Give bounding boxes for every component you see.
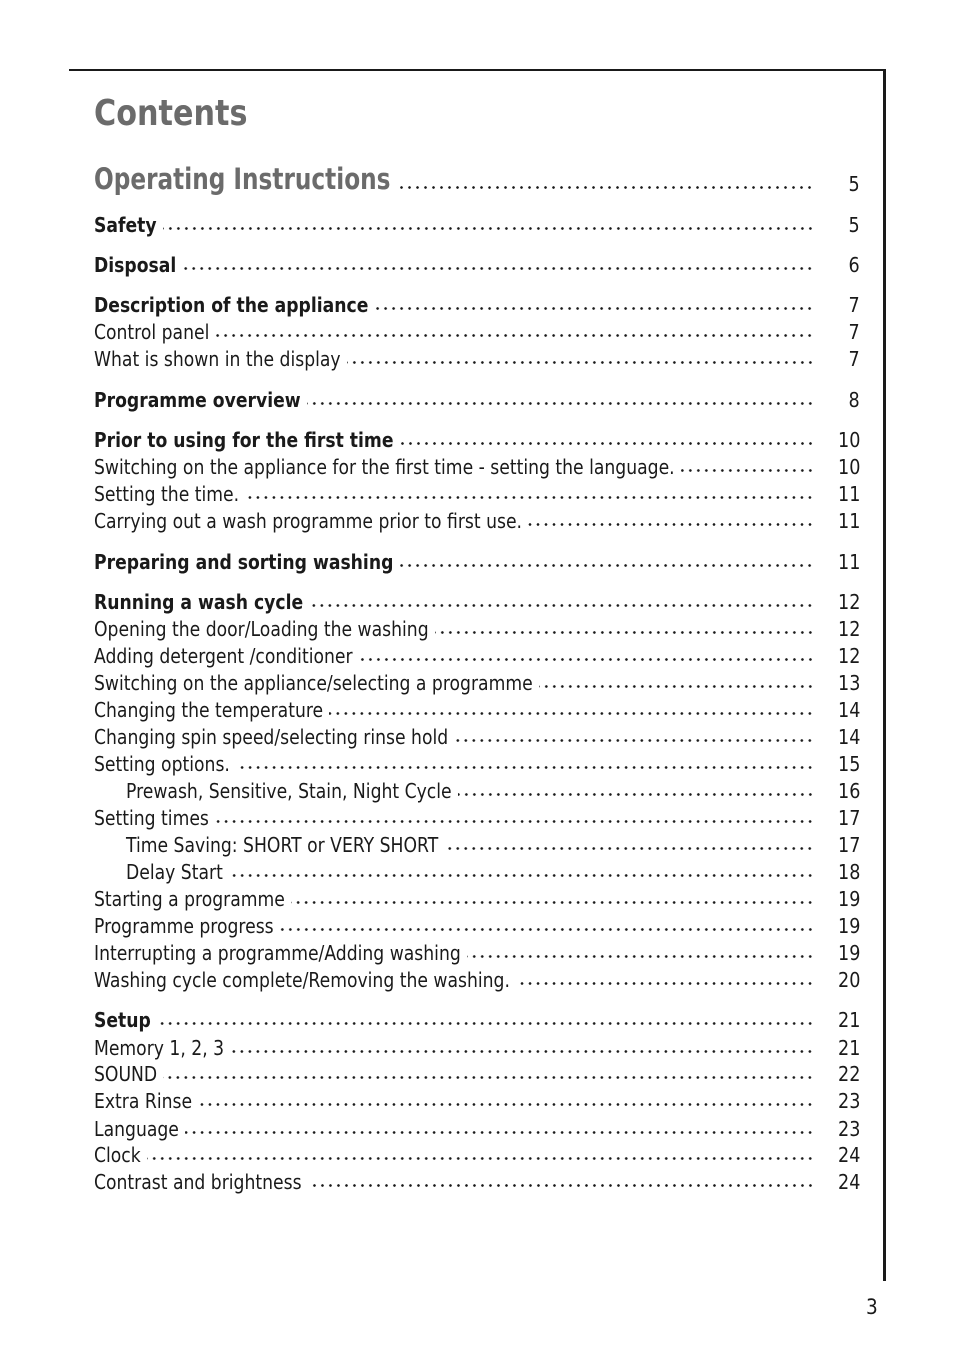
toc-entry-label: Extra Rinse	[94, 1089, 193, 1113]
toc-entry	[94, 830, 860, 857]
dot-leader	[347, 360, 814, 365]
toc-entry	[94, 344, 860, 371]
toc-entry-page: 7	[848, 320, 860, 344]
toc-entry	[94, 776, 860, 803]
toc-entry-label: Contrast and brightness	[94, 1170, 302, 1194]
dot-leader	[528, 522, 814, 527]
toc-entry-page: 10	[837, 455, 860, 479]
toc-entry	[94, 479, 860, 506]
toc-entry	[94, 290, 860, 317]
toc-entry	[94, 1114, 860, 1141]
toc-entry	[94, 911, 860, 938]
toc-entry	[94, 1033, 860, 1060]
toc-entry-page: 10	[837, 428, 860, 452]
toc-entry-page: 5	[848, 213, 860, 237]
toc-entry	[94, 1140, 860, 1167]
dot-leader	[185, 1130, 814, 1135]
dot-leader	[444, 846, 814, 851]
top-rule	[69, 69, 886, 71]
toc-entry-page: 16	[837, 779, 860, 803]
dot-leader	[215, 333, 814, 338]
toc-entry	[94, 1086, 860, 1113]
toc-entry	[94, 1167, 860, 1194]
toc-entry-label: Time Saving: SHORT or VERY SHORT	[126, 833, 439, 857]
toc-entry	[94, 587, 860, 614]
toc-entry-page: 19	[837, 941, 860, 965]
dot-leader	[215, 819, 814, 824]
toc-entry-page: 23	[837, 1117, 860, 1141]
toc-entry-label: What is shown in the display	[94, 347, 341, 371]
dot-leader	[229, 873, 814, 878]
toc-entry	[94, 425, 860, 452]
dot-leader	[467, 954, 814, 959]
toc-entry-page: 17	[837, 806, 860, 830]
toc-entry-label: Starting a programme	[94, 887, 285, 911]
page-title: Contents	[94, 93, 248, 134]
dot-leader	[198, 1102, 814, 1107]
side-rule	[883, 69, 886, 1281]
dot-leader	[539, 684, 814, 689]
toc-entry-page: 15	[837, 752, 860, 776]
toc-entry-page: 11	[837, 550, 860, 574]
toc-entry	[94, 857, 860, 884]
dot-leader	[458, 792, 814, 797]
dot-leader	[681, 468, 814, 473]
toc-entry-label: Operating Instructions	[94, 162, 391, 196]
toc-entry	[94, 547, 860, 574]
toc-entry-page: 11	[837, 509, 860, 533]
dot-leader	[236, 765, 814, 770]
toc-entry	[94, 1005, 860, 1032]
toc-entry-page: 12	[837, 617, 860, 641]
toc-entry-page: 6	[848, 253, 860, 277]
toc-entry-page: 20	[837, 968, 860, 992]
toc-entry-page: 19	[837, 887, 860, 911]
toc-entry	[94, 938, 860, 965]
toc-entry	[94, 1059, 860, 1086]
toc-entry	[94, 965, 860, 992]
dot-leader	[516, 981, 814, 986]
dot-leader	[291, 900, 814, 905]
toc-entry-page: 14	[837, 725, 860, 749]
toc-entry-label: Changing spin speed/selecting rinse hold	[94, 725, 449, 749]
toc-entry-page: 24	[837, 1143, 860, 1167]
toc-entry	[94, 317, 860, 344]
dot-leader	[307, 401, 814, 406]
toc-entry-page: 19	[837, 914, 860, 938]
toc-entry-label: Setting times	[94, 806, 209, 830]
toc-entry	[94, 668, 860, 695]
toc-entry-label: Carrying out a wash programme prior to first use.	[94, 509, 522, 533]
toc-entry-label: Control panel	[94, 320, 210, 344]
toc-entry-page: 13	[837, 671, 860, 695]
dot-leader	[280, 927, 814, 932]
toc-entry-label: Opening the door/Loading the washing	[94, 617, 429, 641]
toc-entry	[94, 884, 860, 911]
dot-leader	[374, 306, 814, 311]
toc-entry-label: Setting options.	[94, 752, 230, 776]
toc-entry-page: 23	[837, 1089, 860, 1113]
toc-entry-page: 14	[837, 698, 860, 722]
toc-entry	[94, 749, 860, 776]
toc-entry-label: Prior to using for the first time	[94, 428, 394, 452]
toc-entry-label: Changing the temperature	[94, 698, 324, 722]
toc-entry	[94, 506, 860, 533]
page-number: 3	[866, 1295, 878, 1319]
dot-leader	[454, 738, 814, 743]
toc-entry-label: Programme progress	[94, 914, 274, 938]
toc-entry-page: 24	[837, 1170, 860, 1194]
toc-entry	[94, 695, 860, 722]
toc-entry-page: 5	[848, 172, 860, 196]
dot-leader	[182, 266, 814, 271]
toc-entry	[94, 722, 860, 749]
toc-entry	[94, 641, 860, 668]
dot-leader	[329, 711, 814, 716]
dot-leader	[230, 1049, 814, 1054]
toc-entry-label: Prewash, Sensitive, Stain, Night Cycle	[126, 779, 452, 803]
toc-entry-page: 7	[848, 347, 860, 371]
toc-entry	[94, 614, 860, 641]
toc-entry-label: Switching on the appliance/selecting a programme	[94, 671, 533, 695]
toc-entry	[94, 162, 860, 196]
toc-entry-label: Setting the time.	[94, 482, 240, 506]
toc-entry-label: Switching on the appliance for the first time - setting the language.	[94, 455, 675, 479]
toc-entry-page: 21	[837, 1036, 860, 1060]
toc-entry-page: 17	[837, 833, 860, 857]
toc-entry-page: 12	[837, 644, 860, 668]
toc-entry-page: 11	[837, 482, 860, 506]
dot-leader	[163, 226, 814, 231]
dot-leader	[400, 441, 814, 446]
toc-entry-label: Description of the appliance	[94, 293, 369, 317]
toc-entry-page: 7	[848, 293, 860, 317]
toc-entry-label: Running a wash cycle	[94, 590, 304, 614]
toc-entry-page: 8	[848, 388, 860, 412]
toc-entry-label: Adding detergent /conditioner	[94, 644, 353, 668]
toc-entry-label: Clock	[94, 1143, 141, 1167]
dot-leader	[359, 657, 814, 662]
toc-entry-label: Interrupting a programme/Adding washing	[94, 941, 461, 965]
toc-entry	[94, 210, 860, 237]
dot-leader	[309, 603, 814, 608]
dot-leader	[308, 1183, 814, 1188]
dot-leader	[399, 563, 814, 568]
toc-entry-page: 21	[837, 1008, 860, 1032]
dot-leader	[245, 495, 814, 500]
toc-entry	[94, 385, 860, 412]
toc-entry-label: Safety	[94, 213, 157, 237]
toc-entry	[94, 250, 860, 277]
toc-entry-label: Setup	[94, 1008, 151, 1032]
toc-entry-label: Disposal	[94, 253, 177, 277]
dot-leader	[396, 185, 814, 190]
toc-entry-label: Language	[94, 1117, 179, 1141]
toc-entry	[94, 803, 860, 830]
dot-leader	[157, 1021, 814, 1026]
dot-leader	[163, 1075, 814, 1080]
toc-entry-label: SOUND	[94, 1062, 158, 1086]
toc-entry-label: Delay Start	[126, 860, 223, 884]
toc-entry-page: 22	[837, 1062, 860, 1086]
toc-entry-page: 18	[837, 860, 860, 884]
toc-entry-label: Programme overview	[94, 388, 301, 412]
toc-entry-label: Preparing and sorting washing	[94, 550, 394, 574]
toc-entry	[94, 452, 860, 479]
toc-entry-label: Washing cycle complete/Removing the washing.	[94, 968, 510, 992]
toc-entry-page: 12	[837, 590, 860, 614]
dot-leader	[435, 630, 814, 635]
toc-entry-label: Memory 1, 2, 3	[94, 1036, 225, 1060]
dot-leader	[147, 1156, 814, 1161]
